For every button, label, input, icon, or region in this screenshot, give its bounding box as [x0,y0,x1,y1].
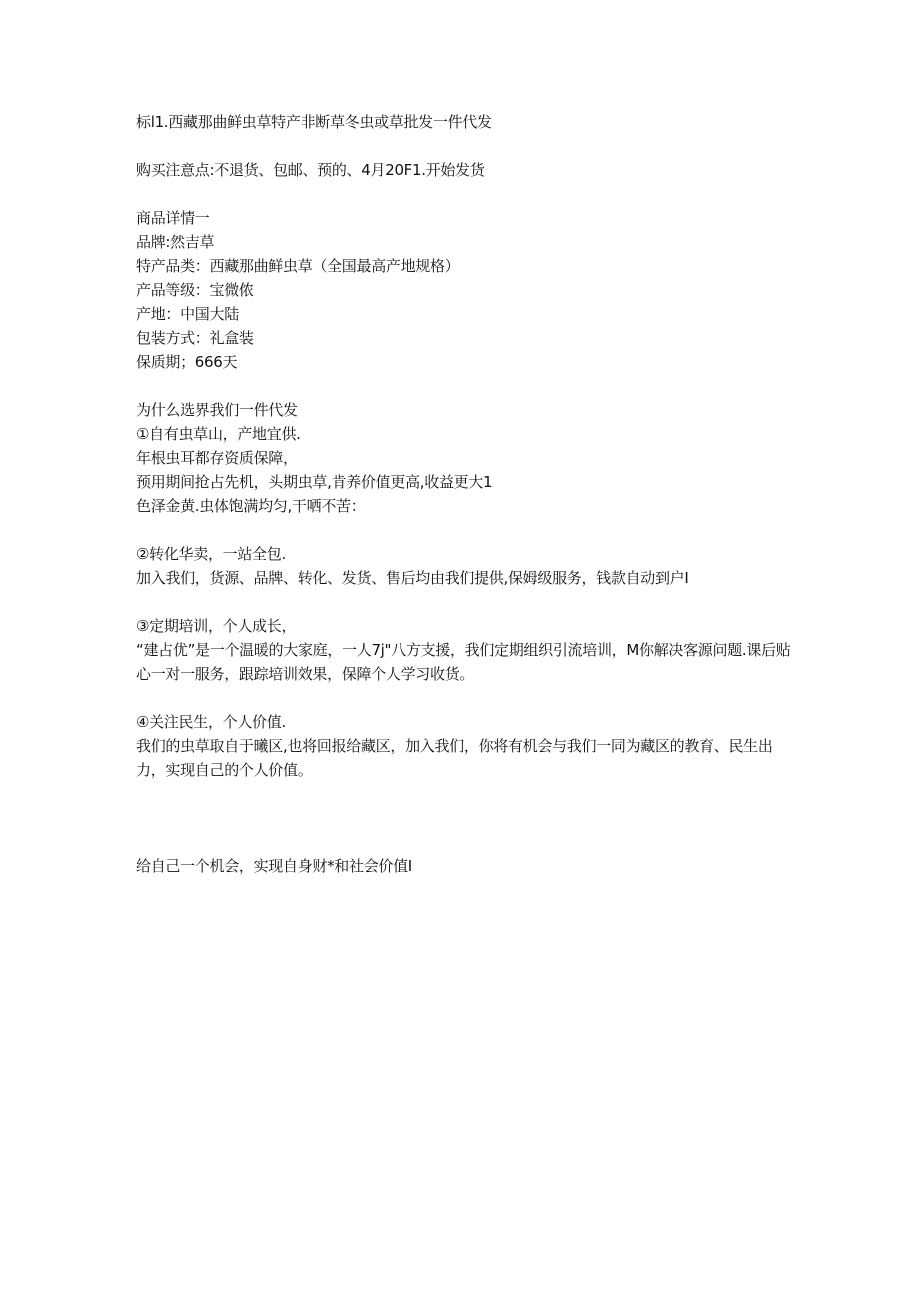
detail-origin: 产地：中国大陆 [136,305,239,323]
purchase-notice: 购买注意点:不退货、包邮、预的、4月20F1.开始发货 [136,161,485,179]
detail-grade: 产品等级：宝微侬 [136,281,254,299]
why-heading: 为什么选界我们一件代发 [136,401,298,419]
point4-text: 我们的虫草取自于曦区,也将回报给藏区，加入我们，你将有机会与我们一同为藏区的教育、民生出力，实现自己的个人价值。 [136,737,773,779]
detail-shelf-life: 保质期；666天 [136,353,238,371]
point4-title: ④关注民生，个人价值. [136,713,286,731]
product-details-section [136,206,796,374]
detail-brand: 品牌:然吉草 [136,233,215,251]
detail-packaging: 包装方式：礼盒装 [136,329,254,347]
point1-line: 年根虫耳都存资质保障， [136,449,298,467]
point1-line: 色泽金黄.虫体饱满均匀,干哂不苦： [136,497,366,515]
document-body [136,110,796,878]
document-title: 标l1.西藏那曲鲜虫草特产非断草冬虫或草批发一件代发 [136,113,492,131]
detail-category: 特产品类：西藏那曲鲜虫草（全国最高产地规格） [136,257,460,275]
point2-text: 加入我们，货源、品牌、转化、发货、售后均由我们提供,保姆级服务，钱款自动到户I [136,569,689,587]
point3-title: ③定期培训，个人成长， [136,617,297,635]
point1-title: ①自有虫草山，产地宜供. [136,425,301,443]
point3-text: “建占优”是一个温暖的大家庭，一人7j"八方支援，我们定期组织引流培训，M你解决客源问题.课后贴心一对一服务，跟踪培训效果，保障个人学习收货。 [136,641,791,683]
why-choose-us-section [136,398,796,782]
point2-title: ②转化华卖，一站全包. [136,545,286,563]
point1-line: 预用期间抢占先机，头期虫草,肯养价值更高,收益更大1 [136,473,493,491]
details-heading: 商品详情一 [136,209,210,227]
closing-statement: 给自己一个机会，实现自身财*和社会价值I [136,857,412,875]
